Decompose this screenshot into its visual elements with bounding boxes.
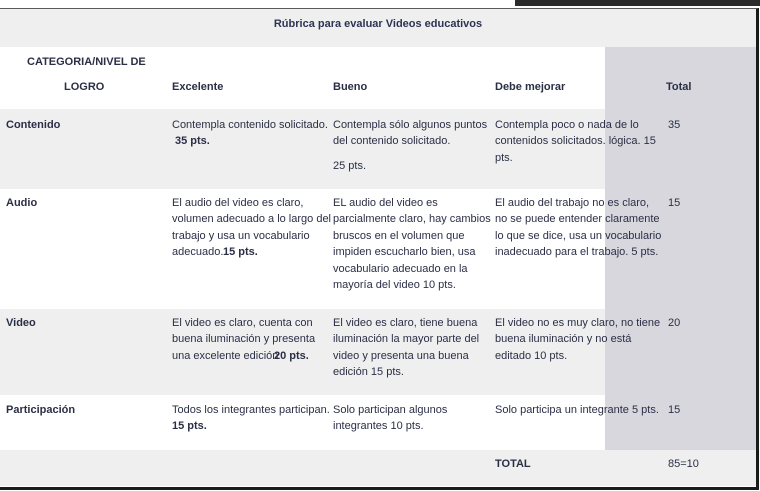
row-category-participacion: Participación [6,404,76,416]
cell-text: trabajo y usa un vocabulario [172,230,310,242]
cell-text: no se puede entender claramente [495,213,660,225]
cell-text: contenidos solicitados. lógica. 15 [495,135,656,147]
cell-text: video y presenta una buena [333,350,469,362]
cell-points: 20 pts. [274,350,309,362]
cell-text: una excelente edición [172,350,279,362]
rubric-title: Rúbrica para evaluar Videos educativos [273,18,483,30]
header-bueno: Bueno [333,81,368,93]
header-category-line1: CATEGORIA/NIVEL DE [27,56,146,68]
cell-text: bruscos en el volumen que [333,230,465,242]
row-category-video: Video [6,317,36,329]
cell-text: del contenido solicitado. [333,135,451,147]
header-category-line2: LOGRO [64,81,105,93]
cell-text: El video es claro, cuenta con [172,317,313,329]
cell-text: Contempla poco o nada de lo [495,119,639,131]
footer-total-value: 85=10 [668,458,699,470]
cell-text: lo que se dice, usa un vocabulario [495,230,662,242]
cell-text: volumen adecuado a lo largo del [172,213,332,225]
cell-text: impiden escucharlo bien, usa [333,246,476,258]
cell-text: inadecuado para el trabajo. 5 pts. [495,246,659,258]
cell-text: buena iluminación y presenta [172,333,316,345]
cell-points: 15 pts. [223,246,258,258]
cell-points: 15 pts. [172,420,207,432]
cell-text: vocabulario adecuado en la [333,263,468,275]
cell-text: iluminación la mayor parte del [333,333,480,345]
row-category-contenido: Contenido [6,119,61,131]
cell-text: Solo participa un integrante 5 pts. [495,404,659,416]
header-total: Total [666,81,692,93]
cell-text: editado 10 pts. [495,350,568,362]
cell-text: integrantes 10 pts. [333,420,424,432]
cell-text: El video no es muy claro, no tiene [495,317,661,329]
header-excelente: Excelente [172,81,224,93]
cell-text: Contempla sólo algunos puntos [333,119,488,131]
cell-text: Todos los integrantes participan. [172,404,330,416]
footer-total-label: TOTAL [495,458,531,470]
cell-text: buena iluminación y no está [495,333,632,345]
cell-total: 15 [668,197,681,209]
cell-text: 25 pts. [333,160,367,172]
header-debe-mejorar: Debe mejorar [495,81,566,93]
cell-text: Solo participan algunos [333,404,448,416]
cell-text: El audio del video es claro, [172,197,304,209]
cell-text: El audio del trabajo no es claro, [495,197,650,209]
cell-points: 35 pts. [175,135,210,147]
cell-text: EL audio del video es [333,197,438,209]
cell-total: 15 [668,404,681,416]
cell-text: parcialmente claro, hay cambios [333,213,491,225]
cell-total: 20 [668,317,681,329]
cell-total: 35 [668,119,681,131]
cell-text: El video es claro, tiene buena [333,317,478,329]
cell-text: adecuado. [172,246,224,258]
cell-text: pts. [495,152,513,164]
cell-text: mayoría del video 10 pts. [333,279,456,291]
cell-text: Contempla contenido solicitado. [172,119,328,131]
cell-text: edición 15 pts. [333,366,404,378]
top-edge-dark [515,0,760,6]
row-category-audio: Audio [6,197,38,209]
